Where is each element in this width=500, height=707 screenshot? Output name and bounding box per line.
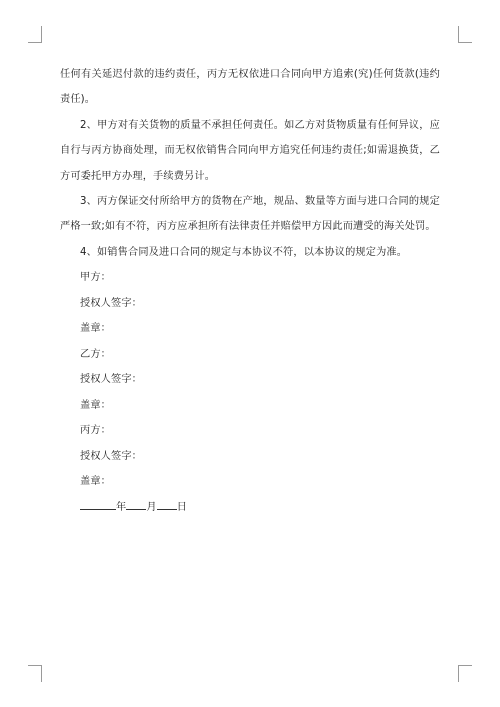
month-label: 月 — [146, 501, 157, 513]
party-a-label: 甲方： — [80, 272, 112, 284]
day-label: 日 — [176, 501, 188, 513]
paragraph-clause-4: 4、如销售合同及进口合同的规定与本协议不符，以本协议的规定为准。 — [80, 246, 408, 258]
month-blank — [126, 498, 146, 510]
party-c-seal: 盖章： — [80, 476, 112, 488]
party-a-authorized-signature: 授权人签字： — [80, 297, 143, 309]
day-blank — [157, 498, 177, 510]
paragraph-clause-3: 3、丙方保证交付所给甲方的货物在产地，规品、数量等方面与进口合同的规定严格一致;如有不符，丙方应承担所有法律责任并赔偿甲方因此而遭受的海关处罚。 — [60, 196, 440, 233]
party-c-label: 丙方： — [80, 425, 112, 437]
party-a-seal: 盖章： — [80, 323, 112, 335]
party-b-seal: 盖章： — [80, 399, 112, 411]
date-line — [60, 495, 440, 521]
paragraph-clause-2: 2、甲方对有关货物的质量不承担任何责任。如乙方对货物质量有任何异议，应自行与丙方协商处理，而无权依销售合同向甲方追究任何违约责任;如需退换货，乙方可委托甲方办理，手续费另计。 — [60, 119, 440, 182]
party-c-authorized-signature: 授权人签字： — [80, 450, 143, 462]
year-blank — [80, 498, 116, 510]
paragraph-continuation: 任何有关延迟付款的违约责任，丙方无权依进口合同向甲方追索(究)任何货款(违约责任)。 — [60, 69, 440, 106]
document-body — [60, 62, 440, 520]
party-b-label: 乙方： — [80, 348, 112, 360]
party-b-authorized-signature: 授权人签字： — [80, 374, 143, 386]
year-label: 年 — [116, 501, 127, 513]
